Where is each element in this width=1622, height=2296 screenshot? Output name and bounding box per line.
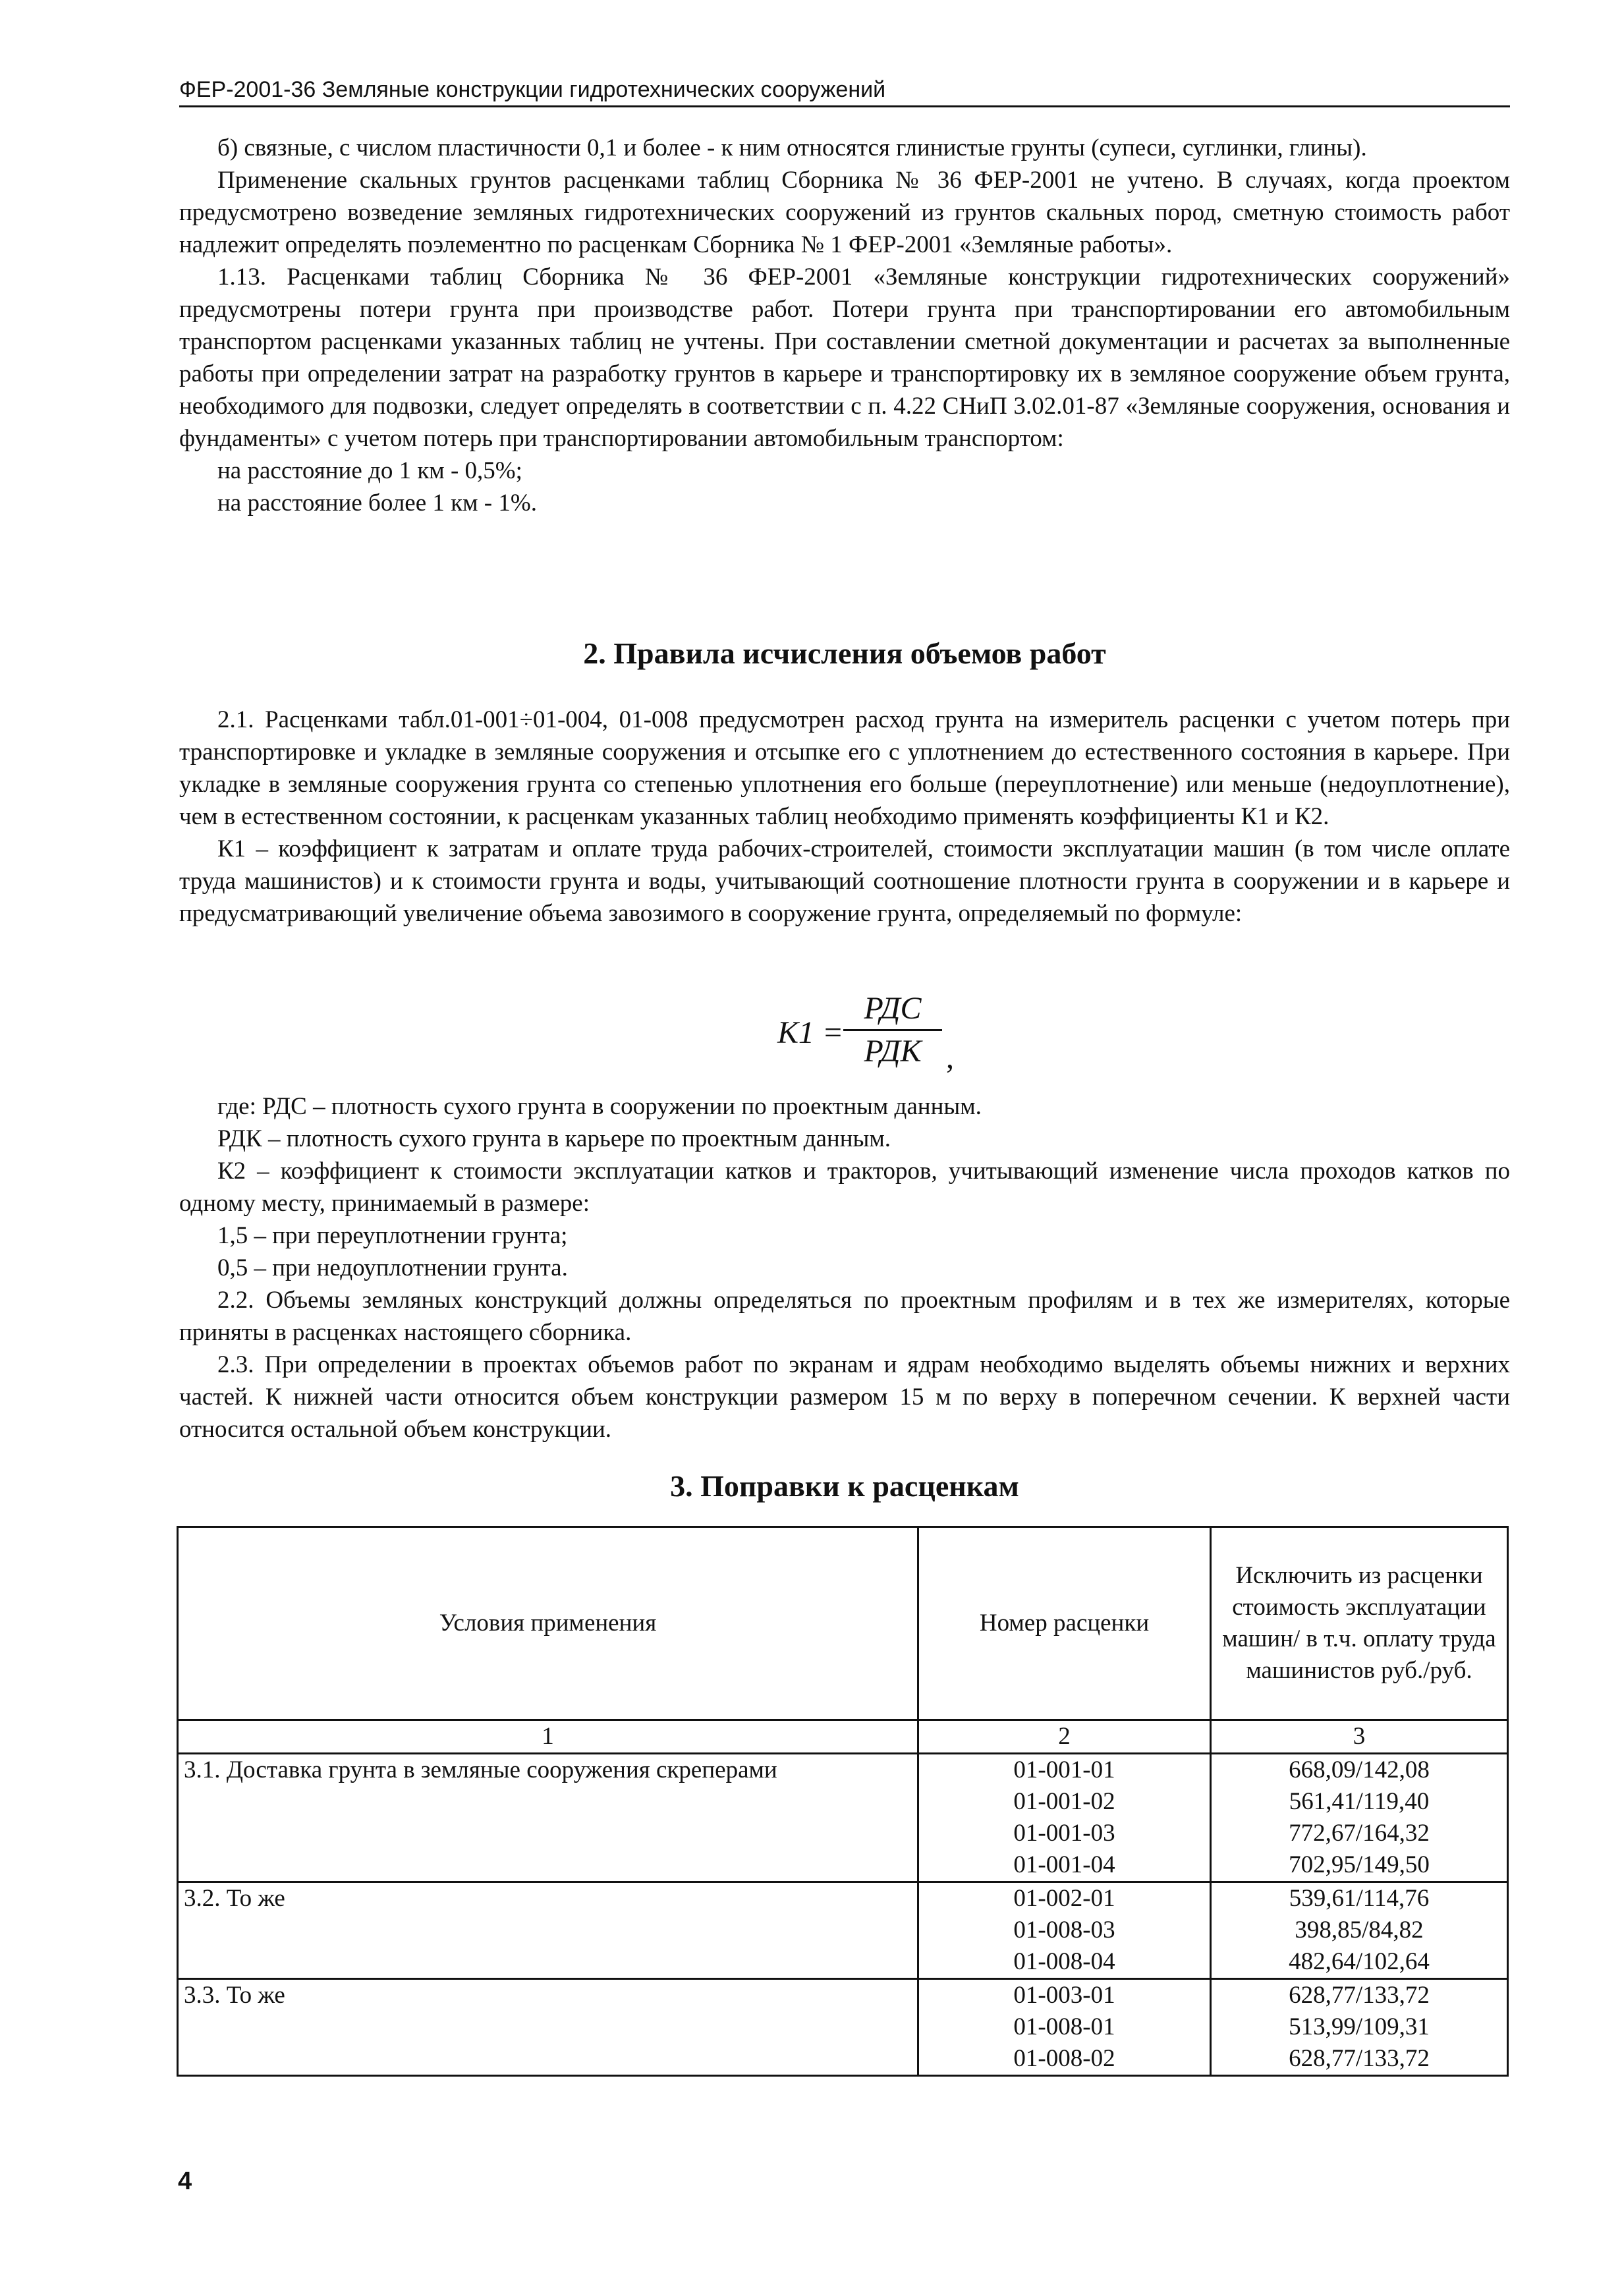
exclude-value: 772,67/164,32 [1289, 1820, 1430, 1847]
corrections-table [177, 1526, 1509, 2077]
rate-code: 01-001-02 [1013, 1788, 1115, 1815]
formula-denominator: РДК [864, 1034, 922, 1069]
table-row [178, 1754, 1508, 1882]
header-code: Номер расценки [918, 1527, 1211, 1720]
paragraph: 2.2. Объемы земляных конструкций должны определяться по проектным профилям и в тех же измерителях, которые приняты в расценках настоящего сборника. [179, 1287, 1510, 1346]
rate-code: 01-008-01 [1013, 2013, 1115, 2040]
exclude-value: 398,85/84,82 [1295, 1917, 1424, 1944]
paragraph: 0,5 – при недоуплотнении грунта. [217, 1254, 568, 1281]
section-2-text [179, 704, 1510, 930]
table-header-row [178, 1527, 1508, 1720]
table-row [178, 1882, 1508, 1979]
running-header: ФЕР-2001-36 Земляные конструкции гидротехнических сооружений [179, 74, 1510, 107]
code-cell [918, 1979, 1211, 2076]
condition-cell: 3.3. То же [178, 1979, 918, 2076]
rate-code: 01-001-01 [1013, 1756, 1115, 1783]
paragraph: 1.13. Расценками таблиц Сборника № 36 ФЕР-2001 «Земляные конструкции гидротехнических сооружений» предусмотрены потери грунта при производстве работ. Потери грунта при транспортировании его автомобильным транспортом расценками указанных таблиц не учтены. При составлении сметной документации и расчетах за выполненные работы при определении затрат на разработку грунтов в карьере и транспортировку их в земляное сооружение объем грунта, необходимого для подвозки, следует определять в соответствии с п. 4.22 СНиП 3.02.01-87 «Земляные сооружения, основания и фундаменты» с учетом потерь при транспортировании автомобильным транспортом: [179, 264, 1510, 452]
code-cell [918, 1882, 1211, 1979]
fraction-bar [843, 1029, 942, 1031]
exclude-value: 539,61/114,76 [1289, 1885, 1430, 1912]
paragraph: К2 – коэффициент к стоимости эксплуатации катков и тракторов, учитывающий изменение числа проходов катков по одному месту, принимаемый в размере: [179, 1158, 1510, 1217]
paragraph: Применение скальных грунтов расценками таблиц Сборника № 36 ФЕР-2001 не учтено. В случаях, когда проектом предусмотрено возведение земляных гидротехнических сооружений из грунтов скальных пород, сметную стоимость работ надлежит определять поэлементно по расценкам Сборника № 1 ФЕР-2001 «Земляные работы». [179, 167, 1510, 258]
column-number: 1 [178, 1720, 918, 1754]
exclude-value: 513,99/109,31 [1289, 2013, 1430, 2040]
column-number: 3 [1211, 1720, 1508, 1754]
exclude-value: 702,95/149,50 [1289, 1851, 1430, 1878]
column-number: 2 [918, 1720, 1211, 1754]
value-cell [1211, 1979, 1508, 2076]
rate-code: 01-008-02 [1013, 2045, 1115, 2072]
header-conditions: Условия применения [178, 1527, 918, 1720]
list-item: на расстояние более 1 км - 1%. [217, 490, 537, 517]
rate-code: 01-003-01 [1013, 1982, 1115, 2009]
rate-code: 01-001-03 [1013, 1820, 1115, 1847]
condition-cell: 3.2. То же [178, 1882, 918, 1979]
table-row [178, 1979, 1508, 2076]
value-cell [1211, 1754, 1508, 1882]
exclude-value: 561,41/119,40 [1289, 1788, 1430, 1815]
list-item: на расстояние до 1 км - 0,5%; [217, 457, 522, 484]
header-exclude: Исключить из расценки стоимость эксплуатации машин/ в т.ч. оплату труда машинистов руб./руб. [1211, 1527, 1508, 1720]
paragraph: 2.1. Расценками табл.01-001÷01-004, 01-008 предусмотрен расход грунта на измеритель расценки с учетом потерь при транспортировке и укладке в земляные сооружения и отсыпке его с уплотнением до естественного состояния в карьере. При укладке в земляные сооружения грунта со степенью уплотнения его больше (переуплотнение) или меньше (недоуплотнение), чем в естественном состоянии, к расценкам указанных таблиц необходимо применять коэффициенты К1 и К2. [179, 706, 1510, 830]
column-number-row [178, 1720, 1508, 1754]
rate-code: 01-008-04 [1013, 1948, 1115, 1975]
paragraph: РДК – плотность сухого грунта в карьере по проектным данным. [217, 1125, 891, 1152]
section-heading-2: 2. Правила исчисления объемов работ [583, 636, 1106, 670]
paragraph: 1,5 – при переуплотнении грунта; [217, 1222, 568, 1249]
paragraph: где: РДС – плотность сухого грунта в сооружении по проектным данным. [217, 1093, 982, 1120]
formula-numerator: РДС [864, 991, 922, 1026]
exclude-value: 628,77/133,72 [1289, 2045, 1430, 2072]
rate-code: 01-008-03 [1013, 1917, 1115, 1944]
paragraph: б) связные, с числом пластичности 0,1 и более - к ним относятся глинистые грунты (супеси, суглинки, глины). [217, 134, 1367, 161]
rate-code: 01-001-04 [1013, 1851, 1115, 1878]
paragraph: К1 – коэффициент к затратам и оплате труда рабочих-строителей, стоимости эксплуатации машин (в том числе оплате труда машинистов) и к стоимости грунта и воды, учитывающий соотношение плотности грунта в сооружении и в карьере и предусматривающий увеличение объема завозимого в сооружение грунта, определяемый по формуле: [179, 835, 1510, 927]
exclude-value: 628,77/133,72 [1289, 1982, 1430, 2009]
value-cell [1211, 1882, 1508, 1979]
k1-formula [777, 990, 988, 1082]
paragraph: 2.3. При определении в проектах объемов работ по экранам и ядрам необходимо выделять объемы нижних и верхних частей. К нижней части относится объем конструкции размером 15 м по верху в поперечном сечении. К верхней части относится остальной объем конструкции. [179, 1351, 1510, 1443]
exclude-value: 668,09/142,08 [1289, 1756, 1430, 1783]
condition-cell: 3.1. Доставка грунта в земляные сооружения скреперами [178, 1754, 918, 1882]
formula-lhs: К1 = [777, 1015, 844, 1050]
intro-text [179, 132, 1510, 519]
page-number: 4 [178, 2168, 192, 2195]
section-2-text-continued [179, 1090, 1510, 1445]
rate-code: 01-002-01 [1013, 1885, 1115, 1912]
exclude-value: 482,64/102,64 [1289, 1948, 1430, 1975]
section-heading-3: 3. Поправки к расценкам [670, 1469, 1019, 1503]
code-cell [918, 1754, 1211, 1882]
formula-fraction [843, 990, 942, 1071]
formula-trail: , [946, 1040, 954, 1075]
